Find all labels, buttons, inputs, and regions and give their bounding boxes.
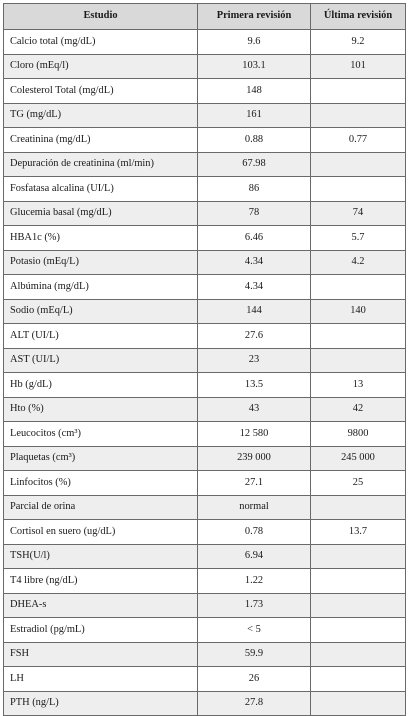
first-review-cell: 0.88 — [198, 128, 311, 153]
study-cell: ALT (UI/L) — [4, 324, 198, 349]
table-row — [4, 422, 406, 447]
table-row — [4, 618, 406, 643]
study-cell: Estradiol (pg/mL) — [4, 618, 198, 643]
study-cell: Hb (g/dL) — [4, 373, 198, 398]
last-review-cell — [311, 618, 406, 643]
first-review-cell: 43 — [198, 397, 311, 422]
table-row — [4, 299, 406, 324]
last-review-cell: 13.7 — [311, 520, 406, 545]
table-row — [4, 642, 406, 667]
first-review-cell: 4.34 — [198, 250, 311, 275]
last-review-cell: 140 — [311, 299, 406, 324]
first-review-cell: 27.1 — [198, 471, 311, 496]
study-cell: Hto (%) — [4, 397, 198, 422]
first-review-cell: 148 — [198, 79, 311, 104]
last-review-cell — [311, 667, 406, 692]
first-review-cell: 9.6 — [198, 30, 311, 55]
table-row — [4, 177, 406, 202]
table-row — [4, 128, 406, 153]
study-cell: Plaquetas (cm³) — [4, 446, 198, 471]
lab-results-table — [3, 3, 406, 716]
table-row — [4, 544, 406, 569]
table-row — [4, 201, 406, 226]
first-review-cell: 12 580 — [198, 422, 311, 447]
last-review-cell: 0.77 — [311, 128, 406, 153]
table-row — [4, 324, 406, 349]
table-row — [4, 30, 406, 55]
table-row — [4, 275, 406, 300]
first-review-cell: < 5 — [198, 618, 311, 643]
last-review-cell — [311, 152, 406, 177]
table-row — [4, 471, 406, 496]
first-review-cell: 78 — [198, 201, 311, 226]
table-row — [4, 373, 406, 398]
last-review-cell — [311, 642, 406, 667]
study-cell: Cloro (mEq/l) — [4, 54, 198, 79]
first-review-cell: 4.34 — [198, 275, 311, 300]
first-review-cell: 86 — [198, 177, 311, 202]
study-cell: Cortisol en suero (ug/dL) — [4, 520, 198, 545]
study-cell: Depuración de creatinina (ml/min) — [4, 152, 198, 177]
first-review-cell: 67.98 — [198, 152, 311, 177]
last-review-cell: 9800 — [311, 422, 406, 447]
study-cell: Leucocitos (cm³) — [4, 422, 198, 447]
study-cell: DHEA-s — [4, 593, 198, 618]
study-cell: LH — [4, 667, 198, 692]
table-row — [4, 152, 406, 177]
study-cell: Colesterol Total (mg/dL) — [4, 79, 198, 104]
table-row — [4, 495, 406, 520]
first-review-cell: 144 — [198, 299, 311, 324]
first-review-cell: 1.73 — [198, 593, 311, 618]
study-cell: Linfocitos (%) — [4, 471, 198, 496]
table-row — [4, 103, 406, 128]
last-review-cell — [311, 177, 406, 202]
first-review-cell: 26 — [198, 667, 311, 692]
study-cell: Potasio (mEq/L) — [4, 250, 198, 275]
study-cell: Fosfatasa alcalina (UI/L) — [4, 177, 198, 202]
last-review-cell: 13 — [311, 373, 406, 398]
table-body — [4, 30, 406, 716]
last-review-cell: 245 000 — [311, 446, 406, 471]
last-review-cell — [311, 79, 406, 104]
study-cell: PTH (ng/L) — [4, 691, 198, 716]
first-review-cell: 1.22 — [198, 569, 311, 594]
table-row — [4, 667, 406, 692]
table-row — [4, 226, 406, 251]
last-review-cell — [311, 495, 406, 520]
last-review-cell: 25 — [311, 471, 406, 496]
study-cell: TG (mg/dL) — [4, 103, 198, 128]
table-row — [4, 54, 406, 79]
table-row — [4, 520, 406, 545]
last-review-cell: 74 — [311, 201, 406, 226]
first-review-cell: 161 — [198, 103, 311, 128]
study-cell: AST (UI/L) — [4, 348, 198, 373]
last-review-cell — [311, 275, 406, 300]
table-row — [4, 593, 406, 618]
study-cell: Sodio (mEq/L) — [4, 299, 198, 324]
last-review-cell — [311, 569, 406, 594]
first-review-cell: normal — [198, 495, 311, 520]
first-review-cell: 59.9 — [198, 642, 311, 667]
first-review-cell: 13.5 — [198, 373, 311, 398]
last-review-cell: 9.2 — [311, 30, 406, 55]
table-row — [4, 348, 406, 373]
last-review-cell — [311, 103, 406, 128]
first-review-cell: 27.6 — [198, 324, 311, 349]
table-header — [4, 4, 406, 30]
header-row — [4, 4, 406, 30]
last-review-cell — [311, 593, 406, 618]
first-review-cell: 6.46 — [198, 226, 311, 251]
last-review-cell: 4.2 — [311, 250, 406, 275]
study-cell: Glucemia basal (mg/dL) — [4, 201, 198, 226]
last-review-cell — [311, 324, 406, 349]
study-cell: Albúmina (mg/dL) — [4, 275, 198, 300]
study-cell: T4 libre (ng/dL) — [4, 569, 198, 594]
study-cell: FSH — [4, 642, 198, 667]
first-review-cell: 23 — [198, 348, 311, 373]
first-review-cell: 239 000 — [198, 446, 311, 471]
study-cell: Parcial de orina — [4, 495, 198, 520]
header-study: Estudio — [4, 4, 198, 30]
first-review-cell: 0.78 — [198, 520, 311, 545]
study-cell: HBA1c (%) — [4, 226, 198, 251]
table-row — [4, 691, 406, 716]
table-row — [4, 569, 406, 594]
first-review-cell: 6.94 — [198, 544, 311, 569]
first-review-cell: 103.1 — [198, 54, 311, 79]
last-review-cell: 5.7 — [311, 226, 406, 251]
study-cell: Creatinina (mg/dL) — [4, 128, 198, 153]
first-review-cell: 27.8 — [198, 691, 311, 716]
last-review-cell — [311, 544, 406, 569]
header-first-review: Primera revisión — [198, 4, 311, 30]
table-row — [4, 446, 406, 471]
header-last-review: Última revisión — [311, 4, 406, 30]
last-review-cell: 101 — [311, 54, 406, 79]
table-row — [4, 250, 406, 275]
table-row — [4, 397, 406, 422]
last-review-cell: 42 — [311, 397, 406, 422]
last-review-cell — [311, 348, 406, 373]
study-cell: TSH(U/l) — [4, 544, 198, 569]
table-row — [4, 79, 406, 104]
study-cell: Calcio total (mg/dL) — [4, 30, 198, 55]
last-review-cell — [311, 691, 406, 716]
